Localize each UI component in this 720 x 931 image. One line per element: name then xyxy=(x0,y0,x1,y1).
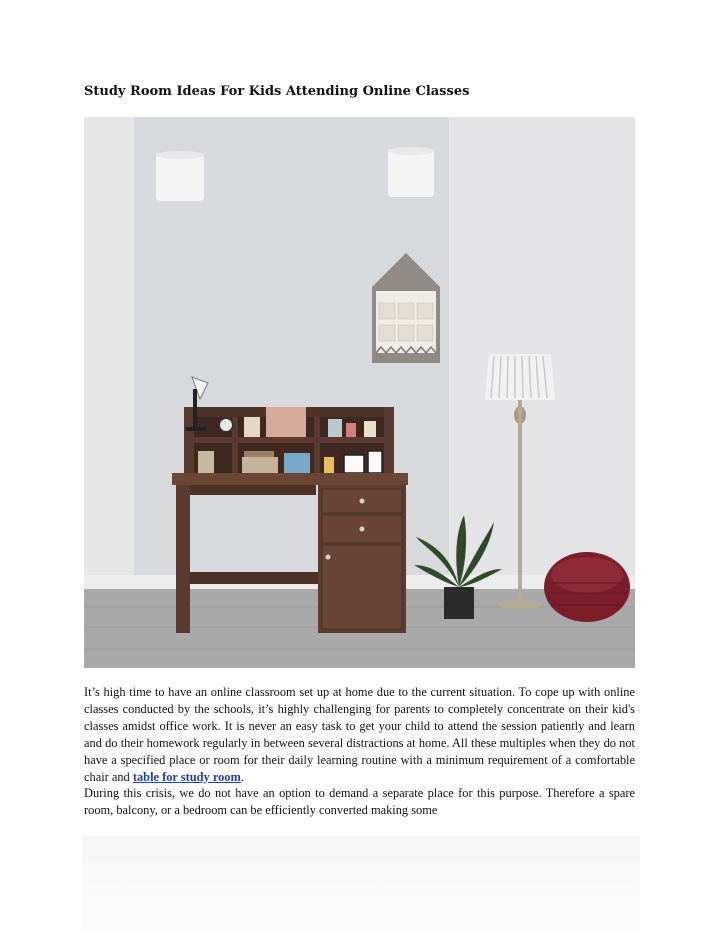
wall-light-left xyxy=(156,151,204,201)
knitted-pouf xyxy=(544,552,630,622)
article-title: Study Room Ideas For Kids Attending Online Classes xyxy=(84,84,470,99)
table-for-study-room-link[interactable]: table for study room xyxy=(132,769,241,784)
paragraph-1-text: It’s high time to have an online classroom set up at home due to the current situation. To cope up with online classes conducted by the schools, it’s highly challenging for parents to completely concentrate on their kid's classes amidst office work. It is never an easy task to get your child to attend the session patiently and learn and do their homework regularly in between several distractions at home. All these multiples when they do not have a specified place or room for their daily learning routine with a minimum requirement of a comfortable chair and xyxy=(84,685,635,784)
study-room-illustration xyxy=(84,117,635,668)
paragraph-1 xyxy=(84,684,635,785)
article-body xyxy=(84,684,635,819)
paragraph-1-end: . xyxy=(240,769,244,784)
paragraph-2: During this crisis, we do not have an option to demand a separate place for this purpose. Therefore a spare room, balcony, or a bedroom can be efficiently converted making some xyxy=(84,786,635,818)
article-photo xyxy=(84,117,635,668)
page-bottom-shade xyxy=(82,836,640,931)
wall-light-right xyxy=(388,147,434,197)
